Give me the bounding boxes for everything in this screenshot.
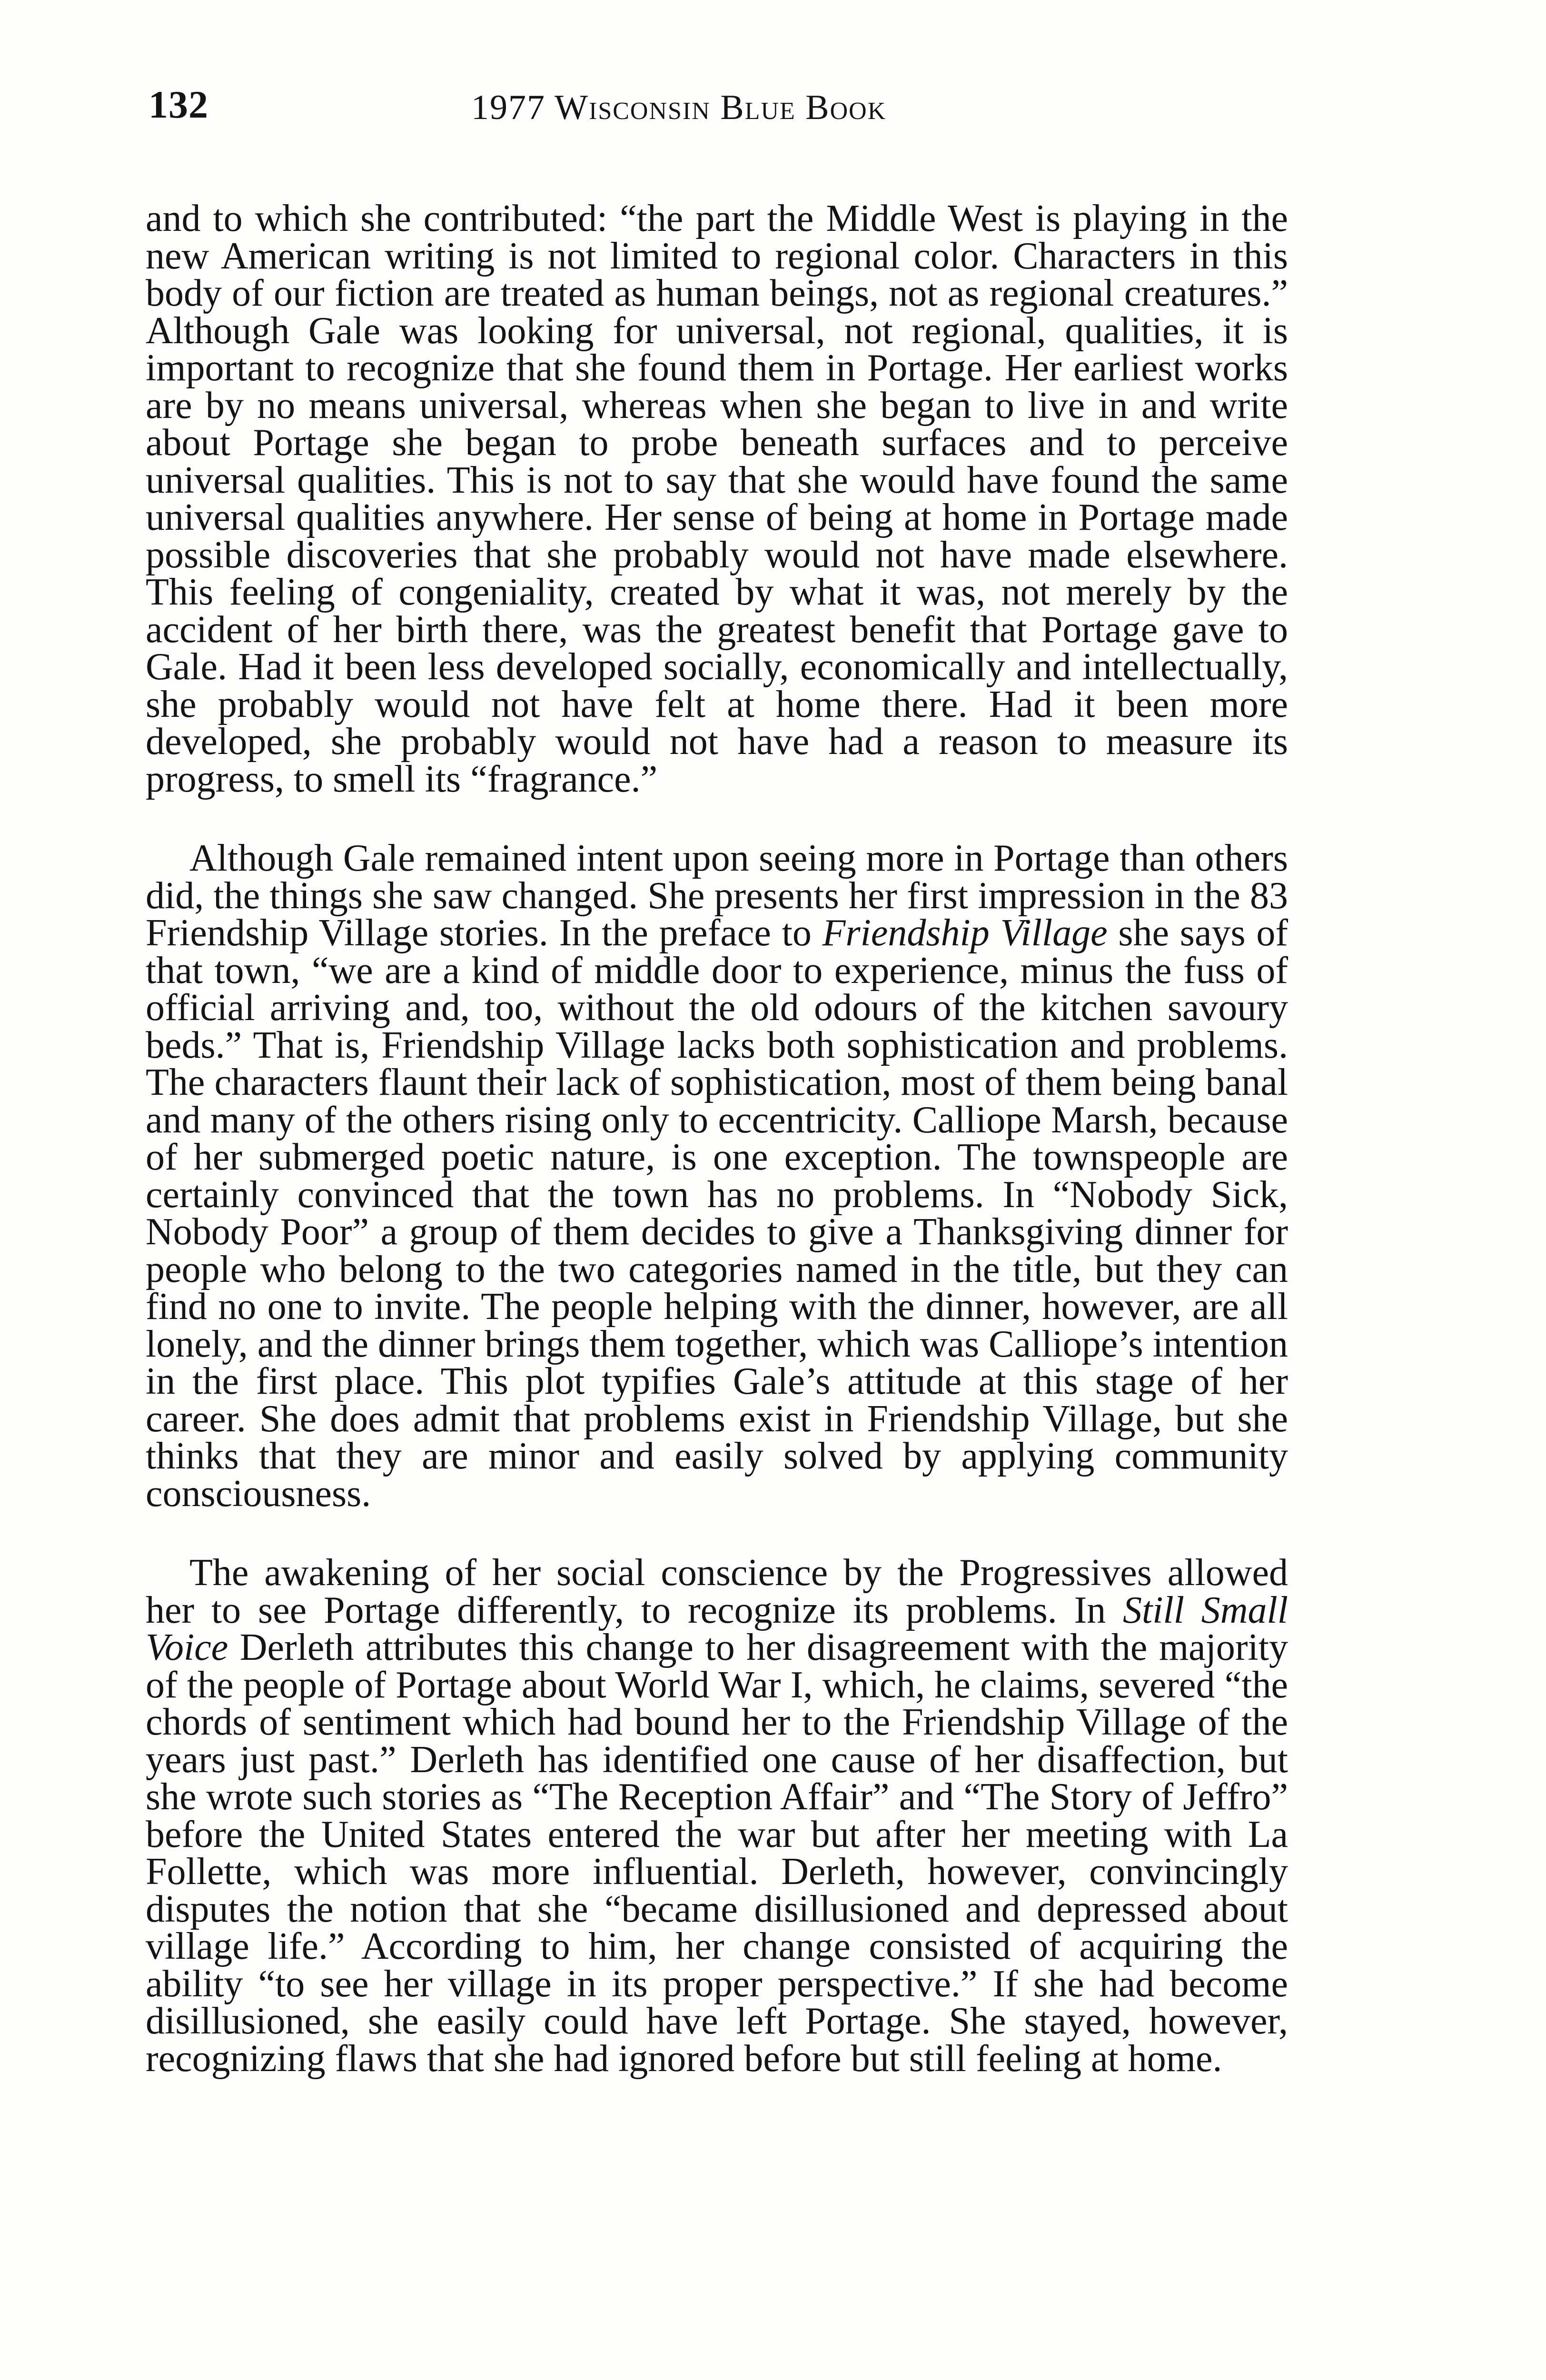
body-text xyxy=(146,200,1288,2119)
page-header xyxy=(143,81,1290,138)
paragraph-2-text-a: Although Gale remained intent upon seeing more in Portage than others did, the things she saw changed. She presents her first impression in the 83 Friendship Village stories. In the preface to xyxy=(146,837,1288,954)
page-number: 132 xyxy=(149,83,208,126)
paragraph-3 xyxy=(146,1552,1288,2080)
paragraph-2-text-b: she says of that town, “we are a kind of middle door to experience, minus the fuss of official arriving and, too, without the old odours of the kitchen savoury beds.” That is, Friendship Village lacks both sophistication and problems. The characters flaunt their lack of sophistication, most of them being banal and many of the others rising only to eccentricity. Calliope Marsh, because of her submerged poetic nature, is one exception. The townspeople are certainly convinced that the town has no problems. In “Nobody Sick, Nobody Poor” a group of them decides to give a Thanksgiving dinner for people who belong to the two categories named in the title, but they can find no one to invite. The people helping with the dinner, however, are all lonely, and the dinner brings them together, which was Calliope’s intention in the first place. This plot typifies Gale’s attitude at this stage of her career. She does admit that problems exist in Friendship Village, but she thinks that they are minor and easily solved by applying community consciousness. xyxy=(146,912,1288,1515)
paragraph-3-text-a: The awakening of her social conscience by the Progressives allowed her to see Portage differently, to recognize its problems. In xyxy=(146,1552,1288,1631)
book-title-friendship-village: Friendship Village xyxy=(822,912,1108,954)
running-head: 1977 Wisconsin Blue Book xyxy=(471,88,887,127)
paragraph-3-text-b: Derleth attributes this change to her disagreement with the majority of the people of Portage about World War I, which, he claims, severed “the chords of sentiment which had bound her to the Friendship Village of the years just past.” Derleth has identified one cause of her disaffection, but she wrote such stories as “The Reception Affair” and “The Story of Jeffro” before the United States entered the war but after her meeting with La Follette, which was more influential. Derleth, however, convincingly disputes the notion that she “became disillusioned and depressed about village life.” According to him, her change consisted of acquiring the ability “to see her village in its proper perspective.” If she had become disillusioned, she easily could have left Portage. She stayed, however, recognizing flaws that she had ignored before but still feeling at home. xyxy=(146,1626,1288,2080)
paragraph-1-text: and to which she contributed: “the part the Middle West is playing in the new American writing is not limited to regional color. Characters in this body of our fiction are treated as human beings, not as regional creatures.” Although Gale was looking for universal, not regional, qualities, it is important to recognize that she found them in Portage. Her earliest works are by no means universal, whereas when she began to live in and write about Portage she began to probe beneath surfaces and to perceive universal qualities. This is not to say that she would have found the same universal qualities anywhere. Her sense of being at home in Portage made possible discoveries that she probably would not have made elsewhere. This feeling of congeniality, created by what it was, not merely by the accident of her birth there, was the greatest benefit that Portage gave to Gale. Had it been less developed socially, economically and intellectually, she probably would not have felt at home there. Had it been more developed, she probably would not have had a reason to measure its progress, to smell its “fragrance.” xyxy=(146,198,1288,800)
book-title-still-small-voice: Still Small Voice xyxy=(146,1589,1288,1668)
paragraph-1 xyxy=(146,200,1288,798)
paragraph-2 xyxy=(146,837,1288,1515)
